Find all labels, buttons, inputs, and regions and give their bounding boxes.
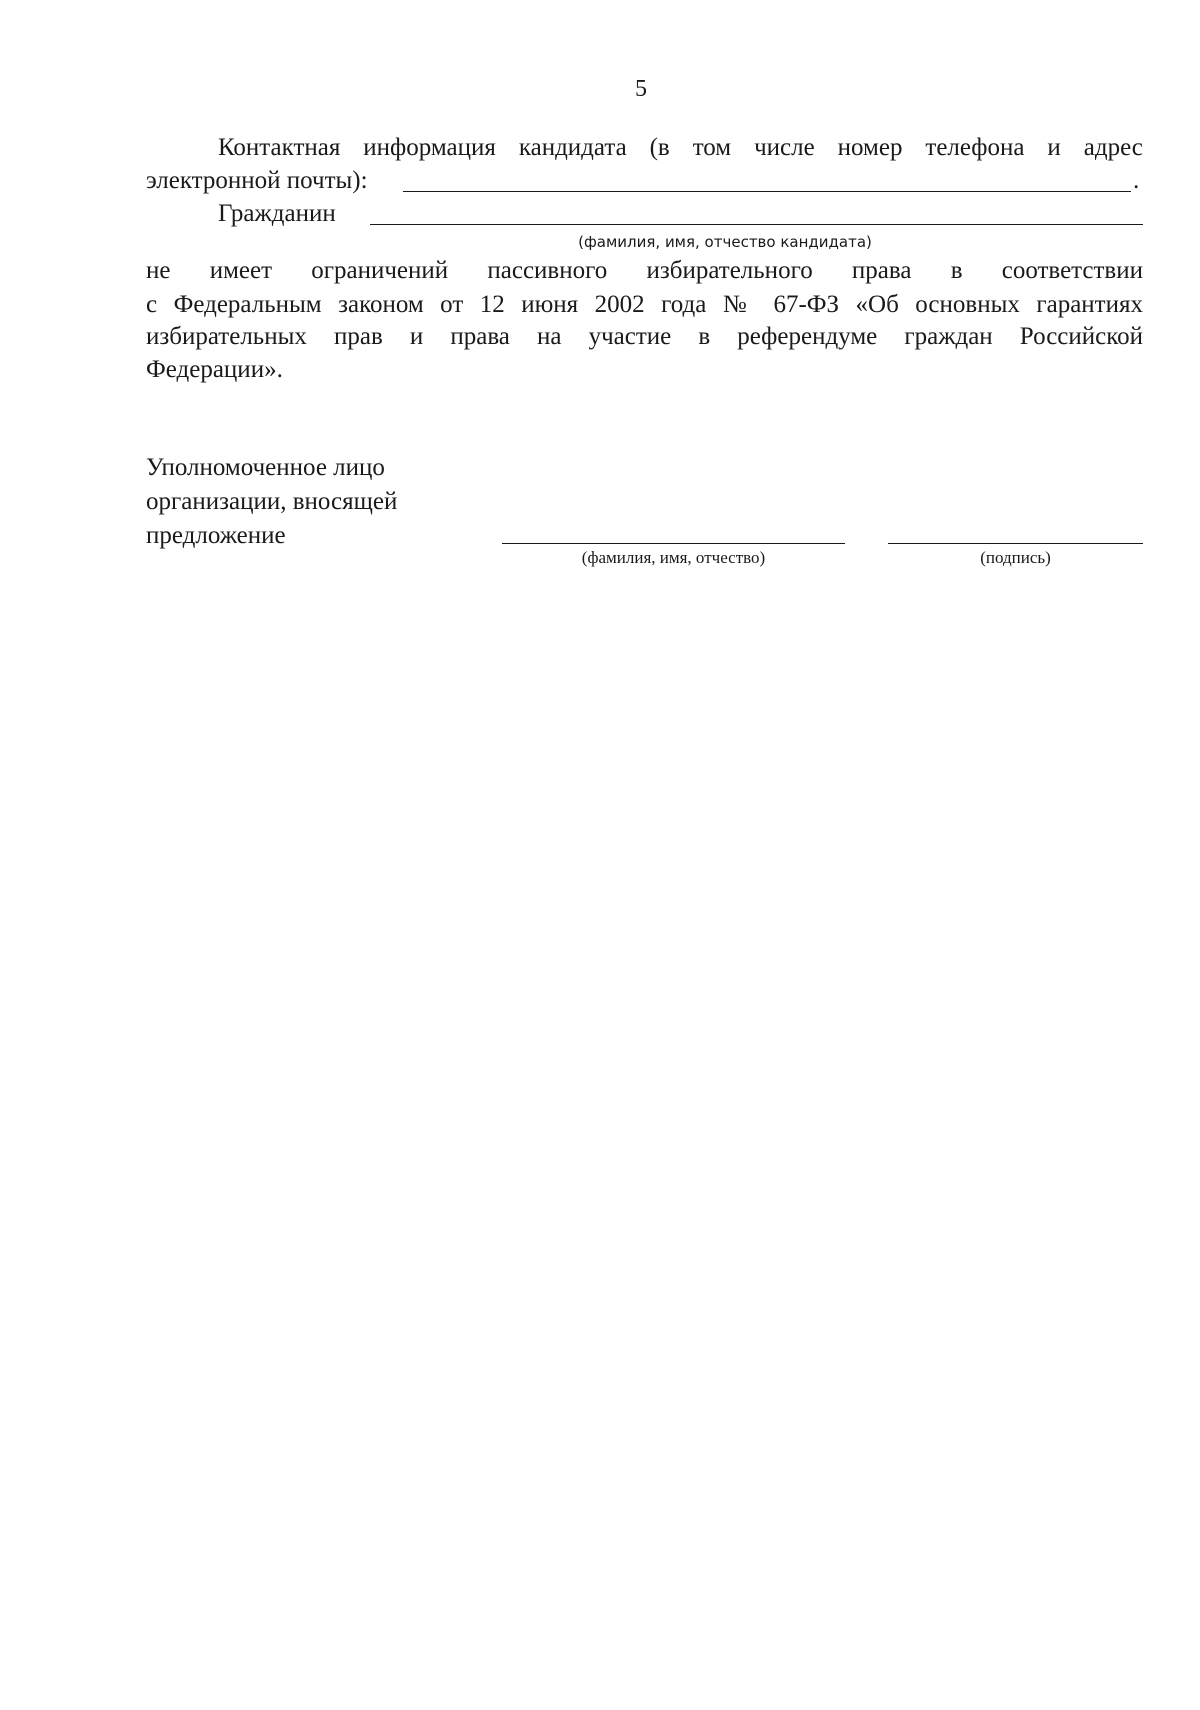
authorized-line-1: Уполномоченное лицо <box>146 454 385 481</box>
contact-line1-word: и <box>1047 134 1061 161</box>
authorized-line-3: предложение <box>146 522 286 549</box>
authorized-line-2: организации, вносящей <box>146 488 398 515</box>
signature-blank-line[interactable] <box>888 543 1143 544</box>
contact-line1-word: телефона <box>925 134 1025 161</box>
statement-line-4: Федерации». <box>146 356 283 383</box>
contact-line1-word: номер <box>837 134 903 161</box>
contact-info-email-label: электронной почты): <box>146 167 368 194</box>
authorized-person-label <box>146 451 397 553</box>
statement-line1-word: имеет <box>209 257 273 284</box>
contact-info-period: . <box>1133 167 1140 194</box>
statement-line1-word: избирательного <box>646 257 813 284</box>
contact-info-blank-line[interactable] <box>403 191 1131 192</box>
statement-line-3: избирательных прав и права на участие в референдуме граждан Российской <box>146 323 1143 350</box>
contact-line1-word: (в <box>649 134 670 161</box>
citizen-name-blank-line[interactable] <box>370 224 1143 225</box>
statement-line1-word: ограничений <box>311 257 449 284</box>
authorized-name-caption: (фамилия, имя, отчество) <box>581 548 766 567</box>
contact-line1-word: Контактная <box>218 134 341 161</box>
contact-line1-word: том <box>692 134 732 161</box>
contact-info-line-1 <box>218 133 1143 163</box>
statement-line1-word: соответствии <box>1001 257 1143 284</box>
authorized-name-blank-line[interactable] <box>502 543 845 544</box>
signature-caption: (подпись) <box>980 548 1051 567</box>
statement-line-1 <box>146 256 1143 286</box>
statement-line1-word: в <box>950 257 963 284</box>
statement-line-2: с Федеральным законом от 12 июня 2002 года № 67-ФЗ «Об основных гарантиях <box>146 291 1143 318</box>
contact-line1-word: информация <box>363 134 496 161</box>
citizen-label: Гражданин <box>218 200 336 227</box>
contact-line1-word: адрес <box>1083 134 1143 161</box>
statement-line1-word: права <box>851 257 912 284</box>
citizen-name-caption: (фамилия, имя, отчество кандидата) <box>578 233 872 251</box>
statement-line1-word: не <box>146 257 171 284</box>
contact-line1-word: кандидата <box>518 134 627 161</box>
statement-line1-word: пассивного <box>487 257 608 284</box>
contact-line1-word: числе <box>754 134 815 161</box>
page-number: 5 <box>635 76 647 102</box>
